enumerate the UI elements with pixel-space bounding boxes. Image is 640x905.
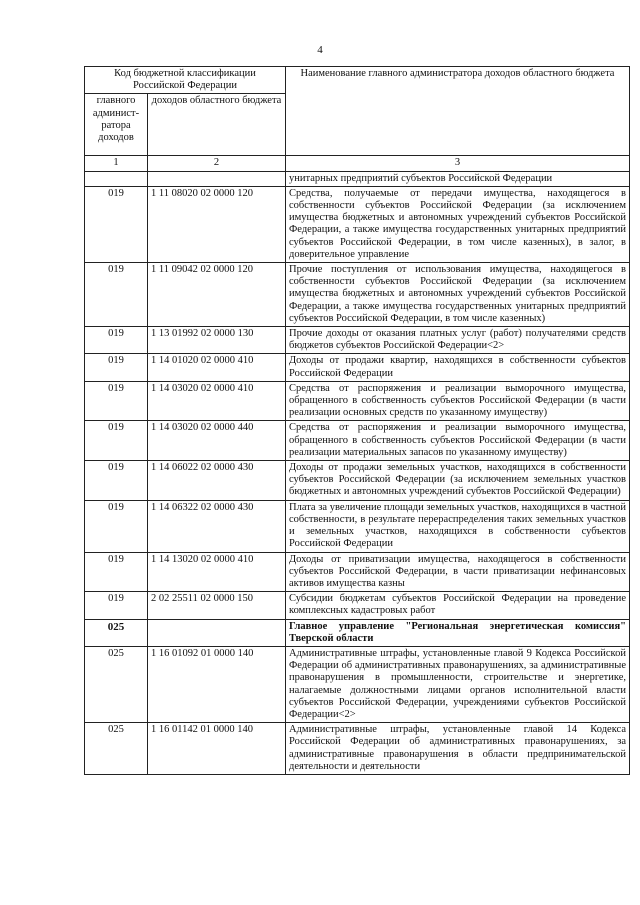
name-cell: Административные штрафы, установленные главой 14 Кодекса Российской Федерации об административных правонарушениях, за административные правонарушения в области предпринимательской деятельности и деятельности [286, 723, 630, 775]
name-cell: унитарных предприятий субъектов Российской Федерации [286, 171, 630, 186]
table-row [85, 381, 630, 421]
table-row [85, 354, 630, 381]
table-row [85, 171, 630, 186]
revenue-administrators-table [84, 66, 630, 775]
header-name: Наименование главного администратора доходов областного бюджета [286, 67, 630, 156]
admin-code-cell: 025 [85, 619, 148, 646]
income-code-cell: 1 11 08020 02 0000 120 [148, 186, 286, 262]
name-cell: Плата за увеличение площади земельных участков, находящихся в частной собственности, в результате перераспределения таких земельных участков и земельных участков, находящихся в собственности субъектов Российской Федерации [286, 500, 630, 552]
table-row [85, 500, 630, 552]
income-code-cell [148, 619, 286, 646]
income-code-cell: 1 14 06322 02 0000 430 [148, 500, 286, 552]
header-income-code: доходов областного бюджета [148, 94, 286, 156]
table-row [85, 263, 630, 327]
name-cell: Средства, получаемые от передачи имущества, находящегося в собственности субъектов Российской Федерации (за исключением имущества бюджетных и автономных учреждений субъектов Российской Федерации, а также имущества государственных унитарных предприятий субъектов Российской Федерации, в том числе казенных), в залог, в доверительное управление [286, 186, 630, 262]
name-cell: Доходы от продажи земельных участков, находящихся в собственности субъектов Российской Федерации (за исключением земельных участков бюджетных и автономных учреждений субъектов Российской Федерации) [286, 461, 630, 501]
table-row [85, 646, 630, 722]
table-row [85, 421, 630, 461]
name-cell: Доходы от приватизации имущества, находящегося в собственности субъектов Российской Федерации, в части приватизации нефинансовых активов имущества казны [286, 552, 630, 592]
table-row [85, 619, 630, 646]
column-number-2: 2 [148, 156, 286, 171]
column-number-1: 1 [85, 156, 148, 171]
name-cell: Главное управление "Региональная энергетическая комиссия" Тверской области [286, 619, 630, 646]
admin-code-cell: 025 [85, 646, 148, 722]
income-code-cell: 1 11 09042 02 0000 120 [148, 263, 286, 327]
income-code-cell: 1 14 06022 02 0000 430 [148, 461, 286, 501]
admin-code-cell: 019 [85, 592, 148, 619]
income-code-cell [148, 171, 286, 186]
admin-code-cell: 019 [85, 381, 148, 421]
name-cell: Средства от распоряжения и реализации выморочного имущества, обращенного в собственность субъектов Российской Федерации (в части реализации материальных запасов по указанному имуществу) [286, 421, 630, 461]
table-body [85, 171, 630, 774]
admin-code-cell: 019 [85, 552, 148, 592]
table-row [85, 186, 630, 262]
column-number-3: 3 [286, 156, 630, 171]
admin-code-cell: 019 [85, 327, 148, 354]
income-code-cell: 2 02 25511 02 0000 150 [148, 592, 286, 619]
table-row [85, 552, 630, 592]
table-row [85, 327, 630, 354]
header-admin-code: главного админист-ратора доходов [85, 94, 148, 156]
income-code-cell: 1 16 01092 01 0000 140 [148, 646, 286, 722]
income-code-cell: 1 14 03020 02 0000 410 [148, 381, 286, 421]
admin-code-cell: 025 [85, 723, 148, 775]
income-code-cell: 1 13 01992 02 0000 130 [148, 327, 286, 354]
name-cell: Прочие поступления от использования имущества, находящегося в собственности субъектов Российской Федерации (за исключением имущества бюджетных и автономных учреждений субъектов Российской Федерации, а также имущества государственных унитарных предприятий субъектов Российской Федерации, в том числе казенных) [286, 263, 630, 327]
income-code-cell: 1 14 01020 02 0000 410 [148, 354, 286, 381]
income-code-cell: 1 14 13020 02 0000 410 [148, 552, 286, 592]
admin-code-cell: 019 [85, 354, 148, 381]
admin-code-cell: 019 [85, 461, 148, 501]
name-cell: Прочие доходы от оказания платных услуг (работ) получателями средств бюджетов субъектов Российской Федерации<2> [286, 327, 630, 354]
page-number: 4 [317, 44, 323, 56]
table-row [85, 723, 630, 775]
table-row [85, 461, 630, 501]
table-row [85, 592, 630, 619]
name-cell: Средства от распоряжения и реализации выморочного имущества, обращенного в собственность субъектов Российской Федерации (в части реализации основных средств по указанному имуществу) [286, 381, 630, 421]
header-budget-code-group: Код бюджетной классификации Российской Федерации [85, 67, 286, 94]
admin-code-cell: 019 [85, 500, 148, 552]
admin-code-cell: 019 [85, 186, 148, 262]
admin-code-cell [85, 171, 148, 186]
name-cell: Субсидии бюджетам субъектов Российской Федерации на проведение комплексных кадастровых работ [286, 592, 630, 619]
admin-code-cell: 019 [85, 263, 148, 327]
admin-code-cell: 019 [85, 421, 148, 461]
income-code-cell: 1 14 03020 02 0000 440 [148, 421, 286, 461]
name-cell: Административные штрафы, установленные главой 9 Кодекса Российской Федерации об административных правонарушениях, за административные правонарушения в промышленности, строительстве и энергетике, налагаемые должностными лицами органов исполнительной власти субъектов Российской Федерации, учреждениями субъектов Российской Федерации<2> [286, 646, 630, 722]
name-cell: Доходы от продажи квартир, находящихся в собственности субъектов Российской Федерации [286, 354, 630, 381]
income-code-cell: 1 16 01142 01 0000 140 [148, 723, 286, 775]
